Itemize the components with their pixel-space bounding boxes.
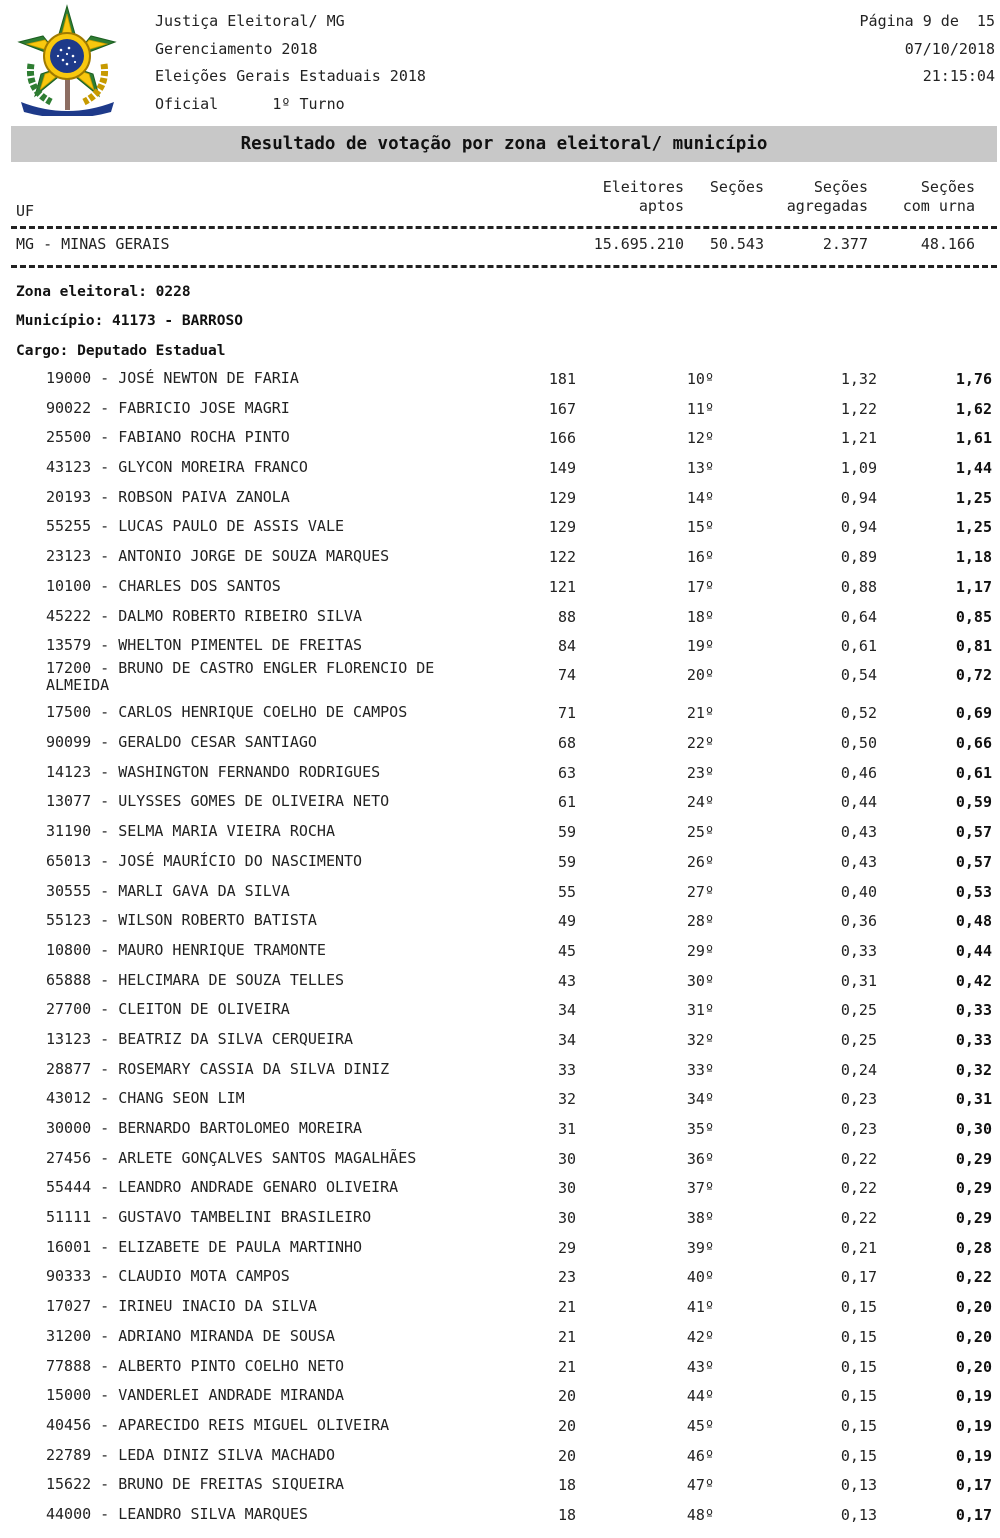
candidate-percent-valid: 1,22 xyxy=(840,399,877,418)
page-number: Página 9 de 15 xyxy=(859,12,995,30)
table-row xyxy=(0,1084,1000,1114)
candidate-position: 12º xyxy=(686,429,714,448)
candidate-percent-valid: 0,23 xyxy=(840,1120,877,1138)
candidate-percent-valid: 0,13 xyxy=(840,1476,877,1495)
candidate-percent-nominal: 0,33 xyxy=(955,1030,992,1049)
candidate-name: 15000 - VANDERLEI ANDRADE MIRANDA xyxy=(46,1386,345,1405)
candidate-percent-nominal: 1,61 xyxy=(955,429,992,448)
state-eleitores: 15.695.210 xyxy=(593,235,684,253)
report-header-right xyxy=(860,8,995,91)
candidate-position: 28º xyxy=(686,912,714,931)
candidate-name: 20193 - ROBSON PAIVA ZANOLA xyxy=(46,487,290,506)
candidate-position: 18º xyxy=(686,607,714,626)
candidate-position: 36º xyxy=(686,1149,714,1168)
candidate-position: 25º xyxy=(686,823,714,842)
candidate-percent-nominal: 0,48 xyxy=(955,912,992,931)
candidate-percent-valid: 0,15 xyxy=(840,1416,877,1435)
table-row xyxy=(0,602,1000,632)
candidate-name: 10800 - MAURO HENRIQUE TRAMONTE xyxy=(46,940,326,959)
candidate-percent-nominal: 0,17 xyxy=(955,1505,992,1524)
candidate-percent-nominal: 0,59 xyxy=(955,793,992,812)
table-row xyxy=(0,483,1000,513)
candidate-position: 30º xyxy=(686,971,714,990)
candidate-percent-valid: 0,15 xyxy=(840,1357,877,1376)
table-row xyxy=(0,817,1000,847)
table-row xyxy=(0,658,1000,699)
table-row xyxy=(0,1500,1000,1530)
table-row xyxy=(0,1114,1000,1144)
table-row xyxy=(0,1262,1000,1292)
candidate-name: 55255 - LUCAS PAULO DE ASSIS VALE xyxy=(46,517,345,536)
candidate-position: 16º xyxy=(686,548,714,567)
table-row xyxy=(0,728,1000,758)
candidate-percent-nominal: 0,30 xyxy=(955,1120,992,1138)
candidate-percent-valid: 0,15 xyxy=(840,1298,877,1317)
table-row xyxy=(0,512,1000,542)
table-row xyxy=(0,1381,1000,1411)
table-row xyxy=(0,995,1000,1025)
candidate-votes: 30 xyxy=(557,1149,576,1168)
candidate-votes: 34 xyxy=(557,1001,576,1020)
candidate-name: 44000 - LEANDRO SILVA MARQUES xyxy=(46,1504,308,1523)
report-date: 07/10/2018 xyxy=(904,39,995,58)
candidate-votes: 59 xyxy=(557,852,576,871)
candidate-position: 27º xyxy=(686,882,714,901)
candidate-position: 48º xyxy=(686,1505,714,1524)
state-summary-row xyxy=(0,235,1000,253)
cargo-label: Cargo: Deputado Estadual xyxy=(16,343,226,359)
table-row xyxy=(0,1203,1000,1233)
candidate-name: 43123 - GLYCON MOREIRA FRANCO xyxy=(46,458,308,477)
candidate-percent-nominal: 0,42 xyxy=(955,971,992,990)
candidate-position: 33º xyxy=(686,1060,714,1079)
candidate-percent-valid: 1,21 xyxy=(840,429,877,448)
candidate-percent-valid: 0,44 xyxy=(840,793,877,812)
candidate-percent-valid: 0,52 xyxy=(840,704,877,723)
candidate-votes: 122 xyxy=(548,548,576,567)
candidate-votes: 167 xyxy=(548,399,576,418)
table-row xyxy=(0,1292,1000,1322)
table-row xyxy=(0,364,1000,394)
state-com-urna: 48.166 xyxy=(920,235,975,253)
candidate-percent-nominal: 0,29 xyxy=(955,1209,992,1228)
candidate-percent-valid: 0,46 xyxy=(840,763,877,782)
candidate-percent-nominal: 1,25 xyxy=(955,518,992,537)
candidate-position: 35º xyxy=(686,1120,714,1138)
table-row xyxy=(0,453,1000,483)
candidate-name: 28877 - ROSEMARY CASSIA DA SILVA DINIZ xyxy=(46,1059,390,1078)
candidate-name: 27700 - CLEITON DE OLIVEIRA xyxy=(46,1000,290,1019)
candidate-name: 23123 - ANTONIO JORGE DE SOUZA MARQUES xyxy=(46,547,390,566)
candidate-name: 90333 - CLAUDIO MOTA CAMPOS xyxy=(46,1267,290,1286)
candidate-votes: 30 xyxy=(557,1209,576,1228)
table-row xyxy=(0,1173,1000,1203)
candidate-percent-nominal: 0,32 xyxy=(955,1060,992,1079)
candidate-position: 14º xyxy=(686,488,714,507)
candidate-percent-valid: 0,22 xyxy=(840,1179,877,1198)
candidate-percent-nominal: 0,44 xyxy=(955,941,992,960)
divider-bottom xyxy=(11,265,997,268)
candidate-votes: 49 xyxy=(557,912,576,931)
candidate-percent-nominal: 0,19 xyxy=(955,1446,992,1465)
candidate-votes: 55 xyxy=(557,882,576,901)
table-row xyxy=(0,758,1000,788)
candidate-position: 24º xyxy=(686,793,714,812)
table-row xyxy=(0,1352,1000,1382)
candidate-votes: 88 xyxy=(557,607,576,626)
table-row xyxy=(0,877,1000,907)
candidate-position: 46º xyxy=(686,1446,714,1465)
candidate-percent-valid: 0,25 xyxy=(840,1030,877,1049)
candidate-name: 65013 - JOSÉ MAURÍCIO DO NASCIMENTO xyxy=(46,851,363,870)
candidate-percent-valid: 0,50 xyxy=(840,734,877,753)
candidate-percent-nominal: 0,57 xyxy=(955,852,992,871)
candidate-name: 10100 - CHARLES DOS SANTOS xyxy=(46,576,281,595)
table-row xyxy=(0,1411,1000,1441)
candidate-percent-valid: 0,21 xyxy=(840,1238,877,1257)
candidate-percent-nominal: 0,29 xyxy=(955,1179,992,1198)
table-row xyxy=(0,631,1000,661)
candidate-votes: 20 xyxy=(557,1446,576,1465)
candidate-votes: 149 xyxy=(548,459,576,478)
candidate-position: 22º xyxy=(686,734,714,753)
candidate-percent-valid: 0,24 xyxy=(840,1060,877,1079)
candidate-votes: 18 xyxy=(557,1476,576,1495)
candidate-percent-valid: 0,23 xyxy=(840,1090,877,1109)
table-row xyxy=(0,1322,1000,1352)
table-row xyxy=(0,698,1000,728)
candidate-percent-valid: 1,32 xyxy=(840,370,877,388)
candidate-name: 30555 - MARLI GAVA DA SILVA xyxy=(46,881,290,900)
candidate-percent-nominal: 1,76 xyxy=(955,370,992,388)
divider-top xyxy=(11,226,997,229)
candidate-name: 51111 - GUSTAVO TAMBELINI BRASILEIRO xyxy=(46,1208,372,1227)
candidate-percent-valid: 0,15 xyxy=(840,1387,877,1406)
candidate-position: 32º xyxy=(686,1030,714,1049)
candidate-name: 25500 - FABIANO ROCHA PINTO xyxy=(46,428,290,447)
candidate-percent-nominal: 0,81 xyxy=(955,637,992,656)
candidate-percent-valid: 0,88 xyxy=(840,577,877,596)
candidate-position: 19º xyxy=(686,637,714,656)
candidate-percent-nominal: 0,31 xyxy=(955,1090,992,1109)
candidate-votes: 32 xyxy=(557,1090,576,1109)
election-name: Eleições Gerais Estaduais 2018 xyxy=(155,67,426,86)
system-name: Gerenciamento 2018 xyxy=(155,39,318,58)
candidate-percent-nominal: 0,57 xyxy=(955,823,992,842)
candidate-votes: 63 xyxy=(557,763,576,782)
table-row xyxy=(0,394,1000,424)
candidate-percent-nominal: 0,20 xyxy=(955,1327,992,1346)
column-secoes: Seções xyxy=(709,178,764,196)
candidate-position: 20º xyxy=(686,665,714,684)
candidate-name: 13077 - ULYSSES GOMES DE OLIVEIRA NETO xyxy=(46,792,390,811)
candidate-name: 40456 - APARECIDO REIS MIGUEL OLIVEIRA xyxy=(46,1415,390,1434)
candidate-position: 39º xyxy=(686,1238,714,1257)
candidate-votes: 21 xyxy=(557,1327,576,1346)
brazil-coat-of-arms-icon xyxy=(11,4,124,116)
table-row xyxy=(0,847,1000,877)
candidate-votes: 31 xyxy=(557,1120,576,1138)
candidate-percent-nominal: 0,53 xyxy=(955,882,992,901)
candidate-name: 30000 - BERNARDO BARTOLOMEO MOREIRA xyxy=(46,1119,363,1137)
candidate-percent-nominal: 0,19 xyxy=(955,1416,992,1435)
candidate-position: 38º xyxy=(686,1209,714,1228)
candidate-percent-nominal: 0,61 xyxy=(955,763,992,782)
candidate-name: 27456 - ARLETE GONÇALVES SANTOS MAGALHÃES xyxy=(46,1148,417,1167)
candidate-position: 40º xyxy=(686,1268,714,1287)
municipio-label: Município: 41173 - BARROSO xyxy=(16,313,243,329)
candidate-votes: 84 xyxy=(557,637,576,656)
report-time: 21:15:04 xyxy=(922,67,995,86)
candidate-name: 17200 - BRUNO DE CASTRO ENGLER FLORENCIO DE ALMEIDA xyxy=(46,658,435,695)
candidate-percent-nominal: 1,18 xyxy=(955,548,992,567)
candidate-table xyxy=(0,364,1000,1530)
candidate-votes: 71 xyxy=(557,704,576,723)
table-row xyxy=(0,572,1000,602)
candidate-percent-nominal: 0,66 xyxy=(955,734,992,753)
candidate-votes: 74 xyxy=(557,665,576,684)
candidate-name: 19000 - JOSÉ NEWTON DE FARIA xyxy=(46,369,299,387)
report-title: Resultado de votação por zona eleitoral/ município xyxy=(11,126,997,162)
table-row xyxy=(0,542,1000,572)
candidate-name: 90022 - FABRICIO JOSE MAGRI xyxy=(46,398,290,417)
candidate-percent-valid: 0,13 xyxy=(840,1505,877,1524)
candidate-votes: 59 xyxy=(557,823,576,842)
candidate-percent-nominal: 1,17 xyxy=(955,577,992,596)
candidate-percent-nominal: 0,17 xyxy=(955,1476,992,1495)
candidate-name: 14123 - WASHINGTON FERNANDO RODRIGUES xyxy=(46,762,381,781)
table-row xyxy=(0,1144,1000,1174)
table-row xyxy=(0,1441,1000,1471)
candidate-votes: 121 xyxy=(548,577,576,596)
candidate-name: 77888 - ALBERTO PINTO COELHO NETO xyxy=(46,1356,345,1375)
candidate-percent-nominal: 0,22 xyxy=(955,1268,992,1287)
candidate-percent-valid: 0,54 xyxy=(840,665,877,684)
candidate-percent-valid: 0,22 xyxy=(840,1209,877,1228)
report-header-left xyxy=(155,8,426,119)
candidate-percent-nominal: 0,72 xyxy=(955,665,992,684)
candidate-position: 47º xyxy=(686,1476,714,1495)
candidate-percent-valid: 0,36 xyxy=(840,912,877,931)
candidate-votes: 18 xyxy=(557,1505,576,1524)
candidate-percent-valid: 0,94 xyxy=(840,488,877,507)
table-row xyxy=(0,787,1000,817)
candidate-name: 55444 - LEANDRO ANDRADE GENARO OLIVEIRA xyxy=(46,1178,399,1197)
candidate-votes: 20 xyxy=(557,1387,576,1406)
candidate-percent-valid: 0,17 xyxy=(840,1268,877,1287)
zona-label: Zona eleitoral: 0228 xyxy=(16,284,191,300)
candidate-name: 45222 - DALMO ROBERTO RIBEIRO SILVA xyxy=(46,606,363,625)
candidate-votes: 20 xyxy=(557,1416,576,1435)
candidate-name: 65888 - HELCIMARA DE SOUZA TELLES xyxy=(46,970,345,989)
candidate-name: 31190 - SELMA MARIA VIEIRA ROCHA xyxy=(46,822,335,841)
candidate-votes: 34 xyxy=(557,1030,576,1049)
candidate-name: 31200 - ADRIANO MIRANDA DE SOUSA xyxy=(46,1326,335,1345)
candidate-votes: 45 xyxy=(557,941,576,960)
candidate-percent-valid: 0,64 xyxy=(840,607,877,626)
candidate-percent-valid: 0,61 xyxy=(840,637,877,656)
candidate-position: 37º xyxy=(686,1179,714,1198)
candidate-votes: 68 xyxy=(557,734,576,753)
candidate-percent-nominal: 0,29 xyxy=(955,1149,992,1168)
candidate-percent-valid: 0,25 xyxy=(840,1001,877,1020)
state-agregadas: 2.377 xyxy=(822,235,868,253)
candidate-position: 43º xyxy=(686,1357,714,1376)
candidate-percent-valid: 0,33 xyxy=(840,941,877,960)
column-secoes-com-urna: Seções com urna xyxy=(902,178,975,215)
candidate-name: 17027 - IRINEU INACIO DA SILVA xyxy=(46,1297,317,1316)
candidate-percent-valid: 0,15 xyxy=(840,1446,877,1465)
candidate-votes: 21 xyxy=(557,1357,576,1376)
candidate-name: 15622 - BRUNO DE FREITAS SIQUEIRA xyxy=(46,1475,345,1494)
candidate-percent-nominal: 1,25 xyxy=(955,488,992,507)
candidate-name: 17500 - CARLOS HENRIQUE COELHO DE CAMPOS xyxy=(46,703,408,722)
candidate-position: 10º xyxy=(686,370,714,388)
table-row xyxy=(0,423,1000,453)
candidate-percent-nominal: 1,62 xyxy=(955,399,992,418)
court-name: Justiça Eleitoral/ MG xyxy=(155,12,345,30)
candidate-votes: 129 xyxy=(548,518,576,537)
candidate-percent-valid: 0,43 xyxy=(840,823,877,842)
table-row xyxy=(0,1055,1000,1085)
candidate-percent-nominal: 0,85 xyxy=(955,607,992,626)
candidate-position: 44º xyxy=(686,1387,714,1406)
candidate-percent-valid: 0,40 xyxy=(840,882,877,901)
candidate-position: 21º xyxy=(686,704,714,723)
column-secoes-agregadas: Seções agregadas xyxy=(786,178,868,215)
column-eleitores-aptos: Eleitores aptos xyxy=(602,178,684,215)
candidate-position: 41º xyxy=(686,1298,714,1317)
candidate-name: 13123 - BEATRIZ DA SILVA CERQUEIRA xyxy=(46,1029,354,1048)
candidate-votes: 23 xyxy=(557,1268,576,1287)
candidate-percent-valid: 0,43 xyxy=(840,852,877,871)
table-row xyxy=(0,1470,1000,1500)
candidate-percent-valid: 0,31 xyxy=(840,971,877,990)
candidate-name: 22789 - LEDA DINIZ SILVA MACHADO xyxy=(46,1445,335,1464)
candidate-percent-nominal: 0,19 xyxy=(955,1387,992,1406)
candidate-position: 23º xyxy=(686,763,714,782)
column-uf: UF xyxy=(16,202,35,220)
candidate-name: 13579 - WHELTON PIMENTEL DE FREITAS xyxy=(46,636,363,655)
candidate-votes: 21 xyxy=(557,1298,576,1317)
candidate-percent-valid: 1,09 xyxy=(840,459,877,478)
candidate-percent-valid: 0,89 xyxy=(840,548,877,567)
candidate-votes: 181 xyxy=(548,370,576,388)
candidate-percent-valid: 0,15 xyxy=(840,1327,877,1346)
candidate-position: 29º xyxy=(686,941,714,960)
candidate-percent-nominal: 0,20 xyxy=(955,1298,992,1317)
round-info: Oficial 1º Turno xyxy=(155,95,345,114)
candidate-position: 42º xyxy=(686,1327,714,1346)
candidate-position: 31º xyxy=(686,1001,714,1020)
candidate-votes: 61 xyxy=(557,793,576,812)
table-row xyxy=(0,936,1000,966)
state-secoes: 50.543 xyxy=(709,235,764,253)
candidate-position: 17º xyxy=(686,577,714,596)
candidate-position: 45º xyxy=(686,1416,714,1435)
candidate-position: 13º xyxy=(686,459,714,478)
table-row xyxy=(0,906,1000,936)
candidate-percent-nominal: 0,33 xyxy=(955,1001,992,1020)
candidate-percent-valid: 0,22 xyxy=(840,1149,877,1168)
candidate-percent-nominal: 0,28 xyxy=(955,1238,992,1257)
table-row xyxy=(0,966,1000,996)
state-name: MG - MINAS GERAIS xyxy=(16,235,170,253)
candidate-position: 11º xyxy=(686,399,714,418)
candidate-votes: 33 xyxy=(557,1060,576,1079)
table-row xyxy=(0,1233,1000,1263)
candidate-votes: 43 xyxy=(557,971,576,990)
candidate-votes: 129 xyxy=(548,488,576,507)
candidate-name: 16001 - ELIZABETE DE PAULA MARTINHO xyxy=(46,1237,363,1256)
candidate-votes: 29 xyxy=(557,1238,576,1257)
candidate-votes: 30 xyxy=(557,1179,576,1198)
candidate-name: 90099 - GERALDO CESAR SANTIAGO xyxy=(46,733,317,752)
table-row xyxy=(0,1025,1000,1055)
candidate-position: 34º xyxy=(686,1090,714,1109)
column-headers xyxy=(0,178,1000,218)
candidate-name: 55123 - WILSON ROBERTO BATISTA xyxy=(46,911,317,930)
candidate-percent-nominal: 0,20 xyxy=(955,1357,992,1376)
candidate-percent-nominal: 0,69 xyxy=(955,704,992,723)
candidate-percent-valid: 0,94 xyxy=(840,518,877,537)
candidate-position: 15º xyxy=(686,518,714,537)
candidate-position: 26º xyxy=(686,852,714,871)
candidate-name: 43012 - CHANG SEON LIM xyxy=(46,1089,245,1108)
candidate-percent-nominal: 1,44 xyxy=(955,459,992,478)
candidate-votes: 166 xyxy=(548,429,576,448)
